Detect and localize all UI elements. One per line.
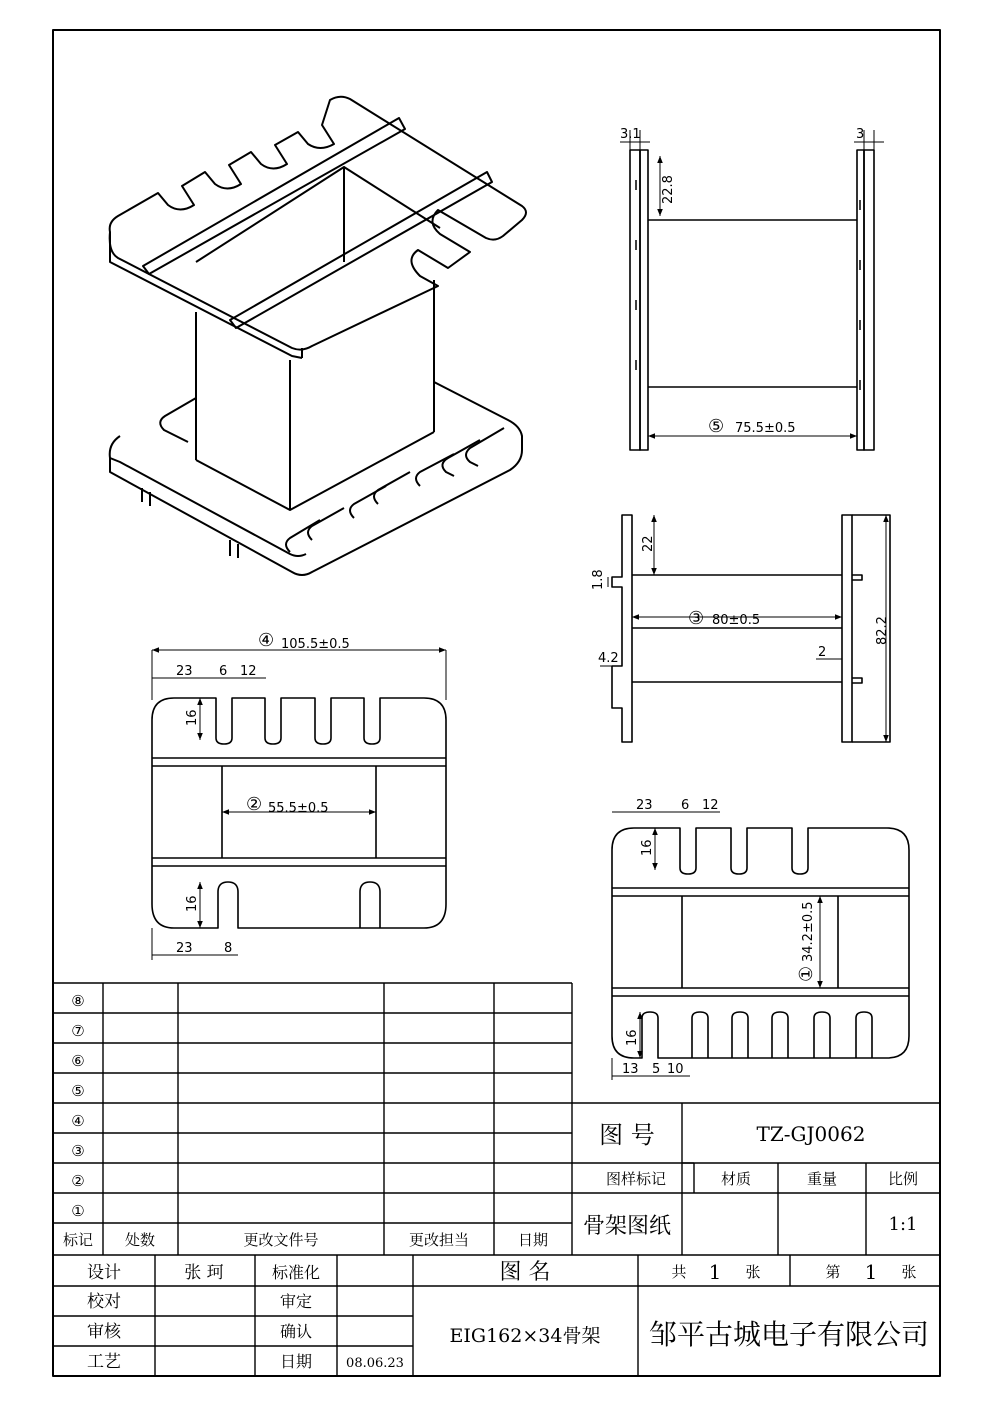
sig-designer-name: 张 珂 — [184, 1263, 224, 1283]
dim-10-end: 10 — [667, 1062, 684, 1077]
sig-date-value: 08.06.23 — [346, 1356, 404, 1371]
rev-marker-1: ① — [71, 1202, 85, 1220]
sheet-page-unit: 张 — [901, 1263, 917, 1281]
dim-22: 22 — [641, 535, 656, 552]
dim-12-front: 12 — [240, 664, 257, 679]
sig-standard-label: 标准化 — [271, 1263, 321, 1282]
sheet-total-label: 共 — [671, 1263, 687, 1281]
rev-marker-8: ⑧ — [71, 992, 85, 1010]
circle-1: ① — [796, 965, 817, 982]
circle-5: ⑤ — [708, 416, 725, 437]
rev-marker-5: ⑤ — [71, 1082, 85, 1100]
dim-105-5: 105.5±0.5 — [281, 637, 350, 652]
spec-header-mark: 图样标记 — [605, 1170, 667, 1188]
sheet-page-label: 第 — [825, 1263, 841, 1281]
drawing-number-label: 图 号 — [599, 1121, 655, 1149]
dim-23-end: 23 — [636, 798, 653, 813]
part-name: EIG162×34骨架 — [449, 1325, 601, 1347]
dim-3-1: 3.1 — [620, 127, 641, 142]
sig-review-label: 审核 — [87, 1322, 121, 1342]
isometric-view — [110, 97, 526, 575]
rev-marker-7: ⑦ — [71, 1022, 85, 1040]
dim-34-2: 34.2±0.5 — [801, 901, 816, 962]
dim-12-end: 12 — [702, 798, 719, 813]
dim-82-2: 82.2 — [875, 616, 890, 645]
rev-marker-2: ② — [71, 1172, 85, 1190]
dim-8-front: 8 — [224, 941, 233, 956]
sig-check-label: 校对 — [87, 1292, 121, 1312]
revision-table — [53, 983, 940, 1255]
circle-4: ④ — [258, 630, 275, 651]
rev-header-date: 日期 — [517, 1231, 549, 1249]
end-view — [612, 812, 909, 1080]
sig-approve-label: 审定 — [279, 1292, 313, 1311]
rev-marker-4: ④ — [71, 1112, 85, 1130]
dim-23b-front: 23 — [176, 941, 193, 956]
dim-16-front: 16 — [185, 709, 200, 726]
dim-2: 2 — [818, 645, 827, 660]
sig-process-label: 工艺 — [87, 1352, 121, 1372]
circle-3: ③ — [688, 608, 705, 629]
sig-design-label: 设计 — [87, 1263, 121, 1283]
dim-6-end: 6 — [681, 798, 690, 813]
rev-header-mark: 标记 — [62, 1231, 94, 1249]
sheet-total-unit: 张 — [745, 1263, 761, 1281]
sheet-total-n: 1 — [708, 1260, 722, 1284]
dim-6-front: 6 — [219, 664, 228, 679]
rev-header-person: 更改担当 — [408, 1231, 470, 1249]
top-view — [620, 130, 884, 450]
rev-header-doc: 更改文件号 — [243, 1231, 319, 1249]
dim-16b-end: 16 — [625, 1029, 640, 1046]
dim-16b-front: 16 — [185, 895, 200, 912]
sig-date-label: 日期 — [279, 1352, 313, 1371]
dim-23-front: 23 — [176, 664, 193, 679]
drawing-number: TZ-GJ0062 — [756, 1122, 866, 1146]
scale-value: 1:1 — [888, 1214, 918, 1235]
dim-1-8: 1.8 — [591, 569, 606, 590]
dim-13-end: 13 — [622, 1062, 639, 1077]
dim-75-5: 75.5±0.5 — [735, 421, 796, 436]
rev-marker-3: ③ — [71, 1142, 85, 1160]
dim-22-8: 22.8 — [661, 175, 676, 204]
dim-16-end: 16 — [640, 839, 655, 856]
company-name: 邹平古城电子有限公司 — [648, 1318, 930, 1351]
spec-header-scale: 比例 — [887, 1170, 919, 1188]
dim-4-2: 4.2 — [598, 651, 619, 666]
dim-3: 3 — [856, 127, 865, 142]
spec-header-weight: 重量 — [806, 1170, 838, 1188]
dim-5-end: 5 — [652, 1062, 661, 1077]
spec-header-material: 材质 — [720, 1170, 752, 1188]
rev-marker-6: ⑥ — [71, 1052, 85, 1070]
dim-80: 80±0.5 — [712, 613, 761, 628]
sheet-page-n: 1 — [864, 1260, 878, 1284]
drawing-kind: 骨架图纸 — [582, 1214, 672, 1239]
rev-header-count: 处数 — [124, 1231, 156, 1249]
dim-55-5: 55.5±0.5 — [268, 801, 329, 816]
circle-2: ② — [246, 794, 263, 815]
name-label: 图 名 — [499, 1260, 551, 1285]
sig-confirm-label: 确认 — [279, 1322, 313, 1341]
